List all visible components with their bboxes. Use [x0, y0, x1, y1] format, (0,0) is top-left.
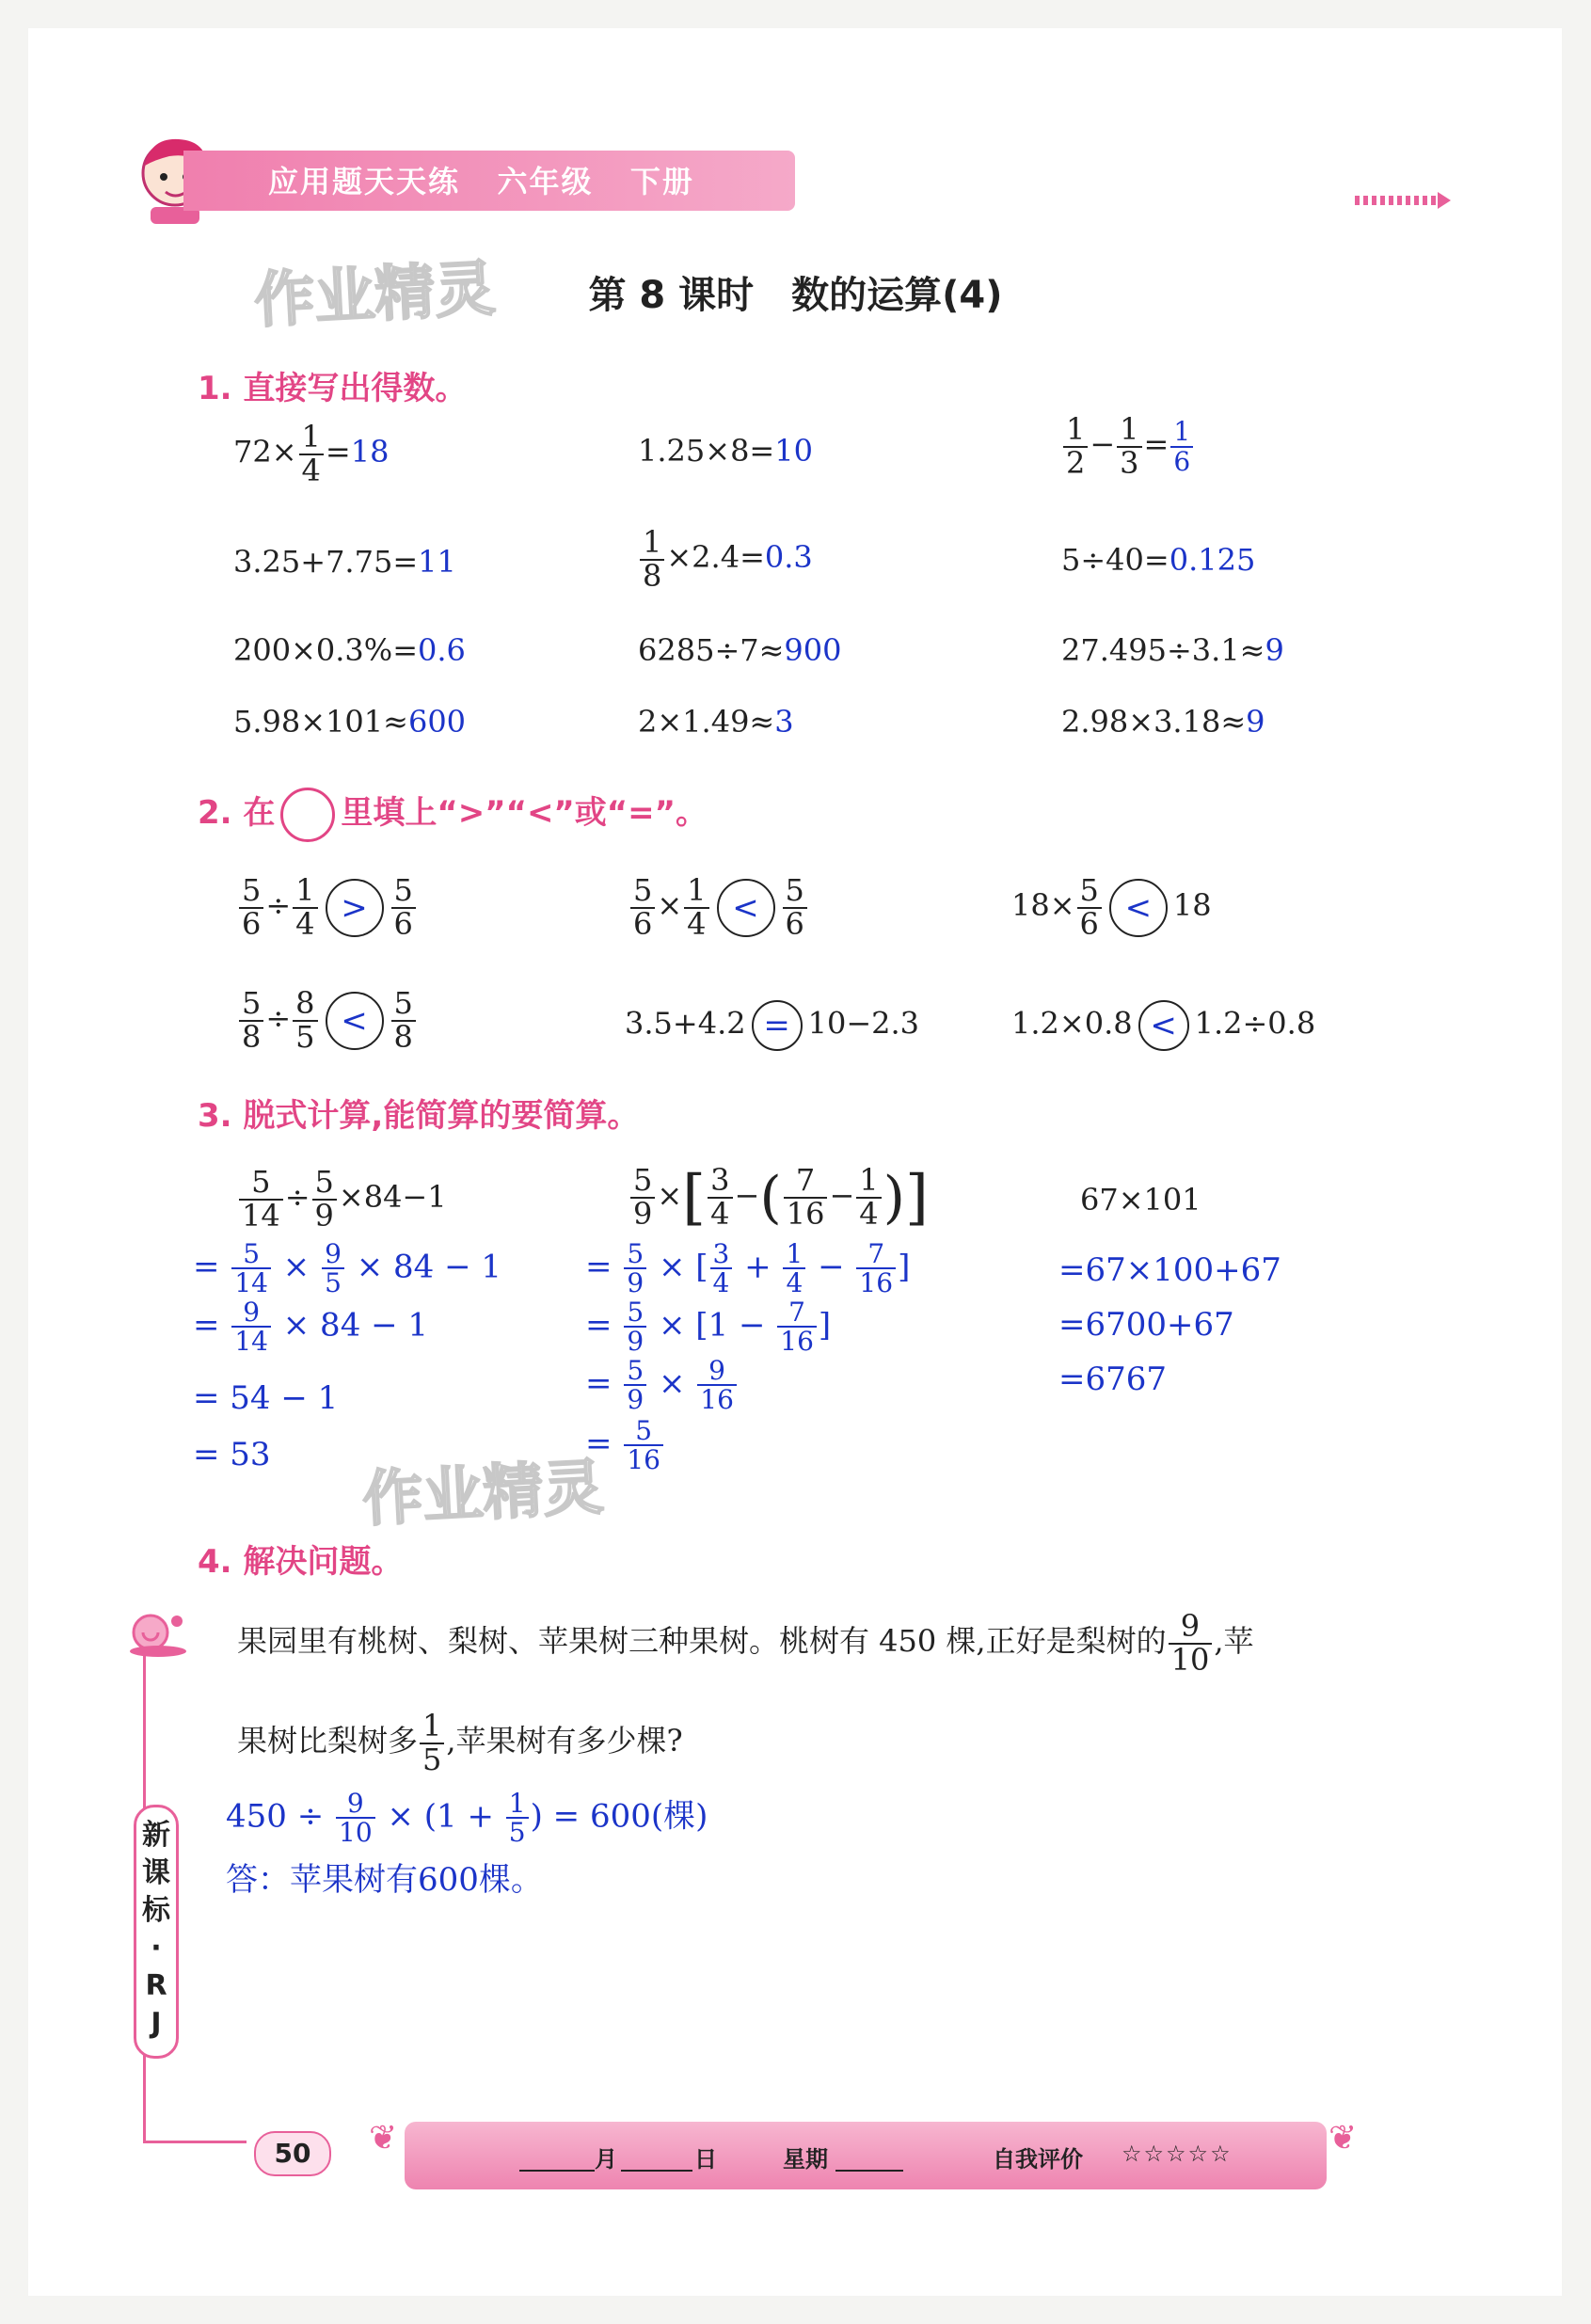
header-dash-line [1355, 196, 1438, 205]
q2-item-3: 18× $\frac{5}{6}$ < 18 [1011, 872, 1212, 942]
compare-circle[interactable]: < [1138, 1000, 1189, 1051]
compare-circle[interactable]: < [717, 879, 775, 937]
q1-item-6: 5÷40=0.125 [1061, 542, 1256, 578]
q3-work1-line1: = $\frac{5}{14}$ × $\frac{9}{5}$ × 84 − 1 [193, 1238, 502, 1299]
q1-item-4: 3.25+7.75=11 [233, 544, 456, 580]
q2-item-6: 1.2×0.8 < 1.2÷0.8 [1011, 1000, 1315, 1051]
flourish-left-icon: ❦ [369, 2119, 398, 2157]
q1-item-10: 5.98×101≈600 [233, 704, 467, 740]
page-title: 第 8 课时 数的运算(4) [588, 274, 1003, 317]
compare-circle[interactable]: < [326, 992, 384, 1050]
q3-problem-1: $\frac{5}{14}$ ÷ $\frac{5}{9}$ ×84−1 [237, 1167, 447, 1232]
q3-heading: 3. 脱式计算,能简算的要简算。 [198, 1097, 640, 1135]
q4-problem-line1: 果园里有桃树、梨树、苹果树三种果树。桃树有 450 棵,正好是梨树的 $\frac{9}{10}$ ,苹 [237, 1608, 1254, 1678]
q3-work1-line4: = 53 [193, 1436, 271, 1473]
q3-work2-line1: = $\frac{5}{9}$ × [ $\frac{3}{4}$ + $\frac{1}{4}$ − $\frac{7}{16}$ ] [585, 1238, 911, 1299]
compare-circle[interactable]: > [326, 879, 384, 937]
q3-work1-line3: = 54 − 1 [193, 1379, 339, 1417]
q1-item-12: 2.98×3.18≈9 [1061, 704, 1265, 740]
sidebar-label: 新 课 标 · R J [134, 1805, 179, 2059]
q2-heading: 2. 在 里填上“>”“<”或“=”。 [198, 787, 708, 842]
q2-item-1: $\frac{5}{6}$ ÷ $\frac{1}{4}$ > $\frac{5}{6}$ [237, 875, 418, 940]
q3-work1-line2: = $\frac{9}{14}$ × 84 − 1 [193, 1297, 429, 1358]
flourish-right-icon: ❦ [1328, 2119, 1358, 2157]
q1-item-5: $\frac{1}{8}$ ×2.4=0.3 [638, 527, 813, 592]
arrow-right-icon [1438, 192, 1451, 209]
q3-problem-2: $\frac{5}{9}$ ×[ $\frac{3}{4}$ −( $\frac{7}{16}$ − $\frac{1}{4}$ )] [628, 1163, 929, 1233]
q3-work3-line3: =6767 [1058, 1361, 1168, 1398]
footer-weekday: 星期 [783, 2146, 828, 2173]
page-number: 50 [254, 2131, 331, 2176]
q3-work3-line1: =67×100+67 [1058, 1251, 1281, 1289]
q1-item-8: 6285÷7≈900 [638, 632, 842, 668]
q4-problem-line2: 果树比梨树多 $\frac{1}{5}$ ,苹果树有多少棵? [237, 1708, 683, 1777]
rating-stars[interactable]: ☆☆☆☆☆ [1122, 2141, 1233, 2167]
q3-work2-line4: = $\frac{5}{16}$ [585, 1417, 665, 1474]
footer-day: 日 [694, 2146, 717, 2173]
footer-blank-weekday [835, 2170, 903, 2172]
header-title: 应用题天天练 六年级 下册 [268, 164, 694, 199]
q1-item-7: 200×0.3%=0.6 [233, 632, 466, 668]
q1-heading: 1. 直接写出得数。 [198, 370, 468, 407]
q1-item-1: 72× $\frac{1}{4}$ =18 [233, 419, 390, 488]
sidebar-line-bottom [143, 2141, 247, 2143]
q3-problem-3: 67×101 [1080, 1182, 1201, 1218]
footer-self-eval: 自我评价 [993, 2146, 1083, 2173]
q3-work3-line2: =6700+67 [1058, 1306, 1234, 1344]
footer-month: 月 [595, 2146, 617, 2173]
compare-circle[interactable]: < [1109, 879, 1168, 937]
compare-circle[interactable]: = [752, 1000, 803, 1051]
q1-item-3: $\frac{1}{2}$ − $\frac{1}{3}$ = $\frac{1}{6}$ [1061, 414, 1195, 479]
q3-work2-line3: = $\frac{5}{9}$ × $\frac{9}{16}$ [585, 1357, 739, 1414]
q4-answer: 答：苹果树有600棵。 [226, 1861, 543, 1899]
q1-item-9: 27.495÷3.1≈9 [1061, 632, 1284, 668]
footer-blank-month [519, 2170, 595, 2172]
q1-item-2: 1.25×8=10 [638, 433, 813, 469]
footer-blank-day [621, 2170, 692, 2172]
q1-item-11: 2×1.49≈3 [638, 704, 794, 740]
q4-heading: 4. 解决问题。 [198, 1543, 404, 1581]
q4-solution: 450 ÷ $\frac{9}{10}$ × (1 + $\frac{1}{5}$ ) = 600(棵) [226, 1788, 708, 1849]
circle-icon [280, 788, 335, 842]
q2-item-2: $\frac{5}{6}$ × $\frac{1}{4}$ < $\frac{5}{6}$ [628, 875, 809, 940]
q3-work2-line2: = $\frac{5}{9}$ × [1 − $\frac{7}{16}$ ] [585, 1297, 832, 1358]
watermark: 作业精灵 [360, 1453, 606, 1536]
snail-icon [124, 1604, 192, 1661]
watermark: 作业精灵 [252, 254, 498, 337]
q2-item-4: $\frac{5}{8}$ ÷ $\frac{8}{5}$ < $\frac{5}{8}$ [237, 988, 418, 1053]
q2-item-5: 3.5+4.2 = 10−2.3 [625, 1000, 919, 1051]
